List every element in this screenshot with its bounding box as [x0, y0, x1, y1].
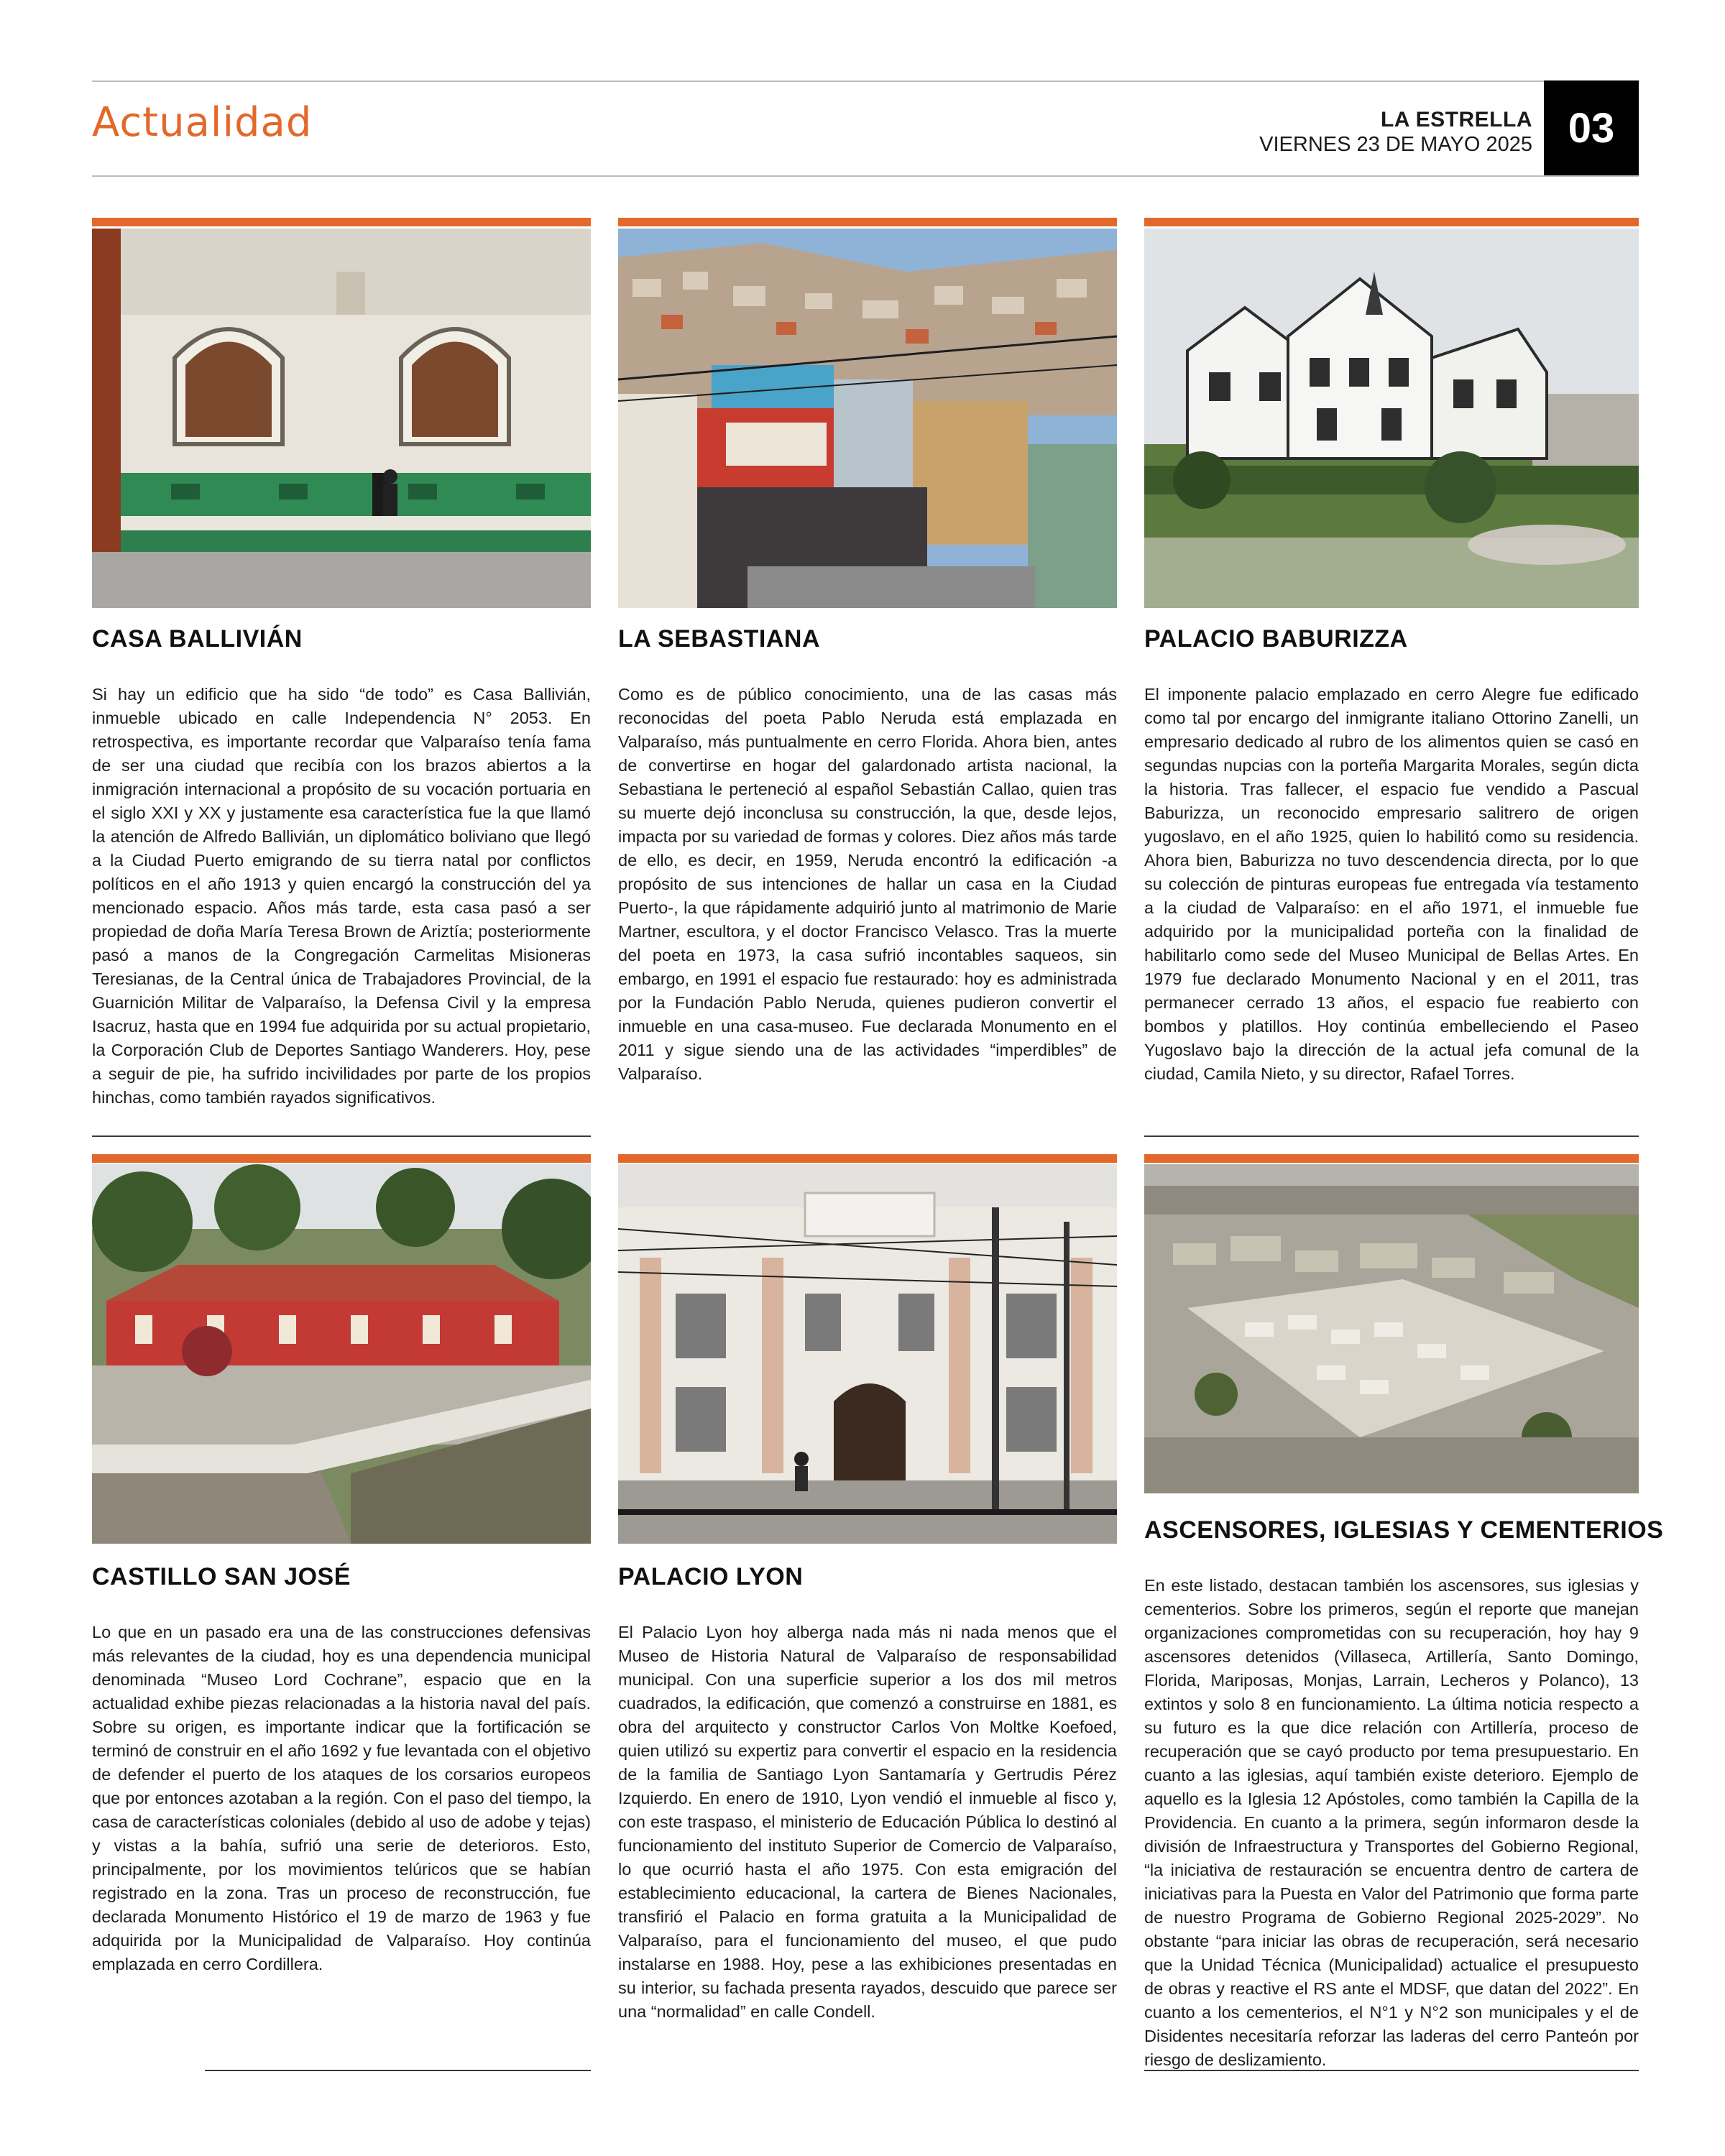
article-accent-bar — [618, 218, 1117, 226]
article-body: En este listado, destacan también los ascensores, sus iglesias y cementerios. Sobre los primeros, según el reporte que manejan organizaciones comprometidas con su recuperación, hoy hay 9 ascensores detenidos (Villaseca, Artillería, Santo Domingo, Florida, Mariposas, Monjas, Larrain, Lecheros y Polanco), 13 extintos y solo 8 en funcionamiento. La última noticia respecto a su futuro es la que dice relación con Artillería, proceso de recuperación que se cayó producto por tema presupuestario. En cuanto a las iglesias, aquí también existe deterioro. Ejemplo de aquello es la Iglesia 12 Apóstoles, como también la Capilla de la Providencia. En cuanto a la primera, según informaron desde la división de Infraestructura y Transportes del Gobierno Regional, “la iniciativa de restauración se encuentra dentro de cartera de iniciativas para la Puesta en Valor del Patrimonio que forma parte de nuestro Programa de Gobierno Regional 2025-2029”. No obstante “para iniciar las obras de recuperación, será necesario que la Unidad Técnica (Municipalidad) actualice el presupuesto de obras y reactive el RS ante el MDSF, que datan del 2022”. En cuanto a los cementerios, el N°1 y N°2 son municipales y el de Disidentes necesitaría reforzar las laderas del cerro Panteón por riesgo de deslizamiento. — [1144, 1576, 1639, 2069]
article-bottom-rule — [1144, 2070, 1639, 2071]
publication-name: LA ESTRELLA — [1380, 108, 1532, 132]
article-bottom-rule — [1144, 1135, 1639, 1137]
article-title: PALACIO BABURIZZA — [1144, 625, 1408, 653]
article-body: El Palacio Lyon hoy alberga nada más ni nada menos que el Museo de Historia Natural de Valparaíso de responsabilidad municipal. Con una superficie superior a los dos mil metros cuadrados, la edificación, que comenzó a construirse en 1881, es obra del arquitecto y constructor Carlos Von Moltke Koefoed, quien utilizó su expertiz para convertir el espacio en la residencia de la familia de Santiago Lyon Santamaría y Gertrudis Pérez Izquierdo. En enero de 1910, Lyon vendió el inmueble al fisco y, con este traspaso, el ministerio de Educación Pública lo destinó al funcionamiento del instituto Superior de Comercio de Valparaíso, lo que ocurrió hasta el año 1975. Con esta emigración del establecimiento educacional, la cartera de Bienes Nacionales, transfirió el Palacio en forma gratuita a la Municipalidad de Valparaíso, para el funcionamiento del museo, el que pudo instalarse en 1988. Hoy, pese a las exhibiciones presentadas en su interior, su fachada presenta rayados, descuido que parece ser una “normalidad” en calle Condell. — [618, 1623, 1117, 2021]
photo-castillo-san-jose — [92, 1164, 591, 1544]
article-accent-bar — [92, 218, 591, 226]
photo-palacio-baburizza — [1144, 229, 1639, 608]
masthead — [1259, 108, 1532, 157]
article-body: El imponente palacio emplazado en cerro Alegre fue edificado como tal por encargo del inmigrante italiano Ottorino Zanelli, un empresario dedicado al rubro de los alimentos quien se casó en segundas nupcias con la porteña Margarita Morales, según dicta la historia. Tras fallecer, el espacio fue vendido a Pascual Baburizza, un reconocido empresario salitrero de origen yugoslavo, en el año 1925, quien lo habilitó como su residencia. Ahora bien, Baburizza no tuvo descendencia directa, por lo que su colección de pinturas europeas fue entregada vía testamento a la ciudad de Valparaíso: en el año 1971, el inmueble fue adquirido por la municipalidad porteña con la finalidad de habilitarlo como sede del Museo Municipal de Bellas Artes. En 1979 fue declarado Monumento Nacional y en el 2011, tras permanecer cerrado 13 años, el espacio fue reabierto con bombos y platillos. Hoy continúa embelleciendo el Paseo Yugoslavo bajo la dirección de la actual jefa comunal de la ciudad, Camila Nieto, y su director, Rafael Torres. — [1144, 685, 1639, 1083]
article-body: Lo que en un pasado era una de las construcciones defensivas más relevantes de la ciudad, hoy es una dependencia municipal denominada “Museo Lord Cochrane”, espacio que en la actualidad exhibe piezas relacionadas a la historia naval del país. Sobre su origen, es importante indicar que la fortificación se terminó de construir en el año 1692 y fue levantada con el objetivo de defender el puerto de los ataques de los corsarios europeos que por entonces azotaban a la región. Con el paso del tiempo, la casa de características coloniales (debido al uso de adobe y tejas) y vistas a la bahía, sufrió una serie de deterioros. Esto, principalmente, por los movimientos telúricos que se habían registrado en la zona. Tras un proceso de reconstrucción, fue declarada Monumento Histórico el 19 de marzo de 1963 y fue adquirida por la Municipalidad de Valparaíso. Hoy continúa emplazada en cerro Cordillera. — [92, 1623, 591, 1973]
article-accent-bar — [1144, 1154, 1639, 1163]
article-title: LA SEBASTIANA — [618, 625, 821, 653]
photo-la-sebastiana — [618, 229, 1117, 608]
article-body: Como es de público conocimiento, una de las casas más reconocidas del poeta Pablo Neruda está emplazada en Valparaíso, más puntualmente en cerro Florida. Ahora bien, antes de convertirse en hogar del galardonado artista nacional, la Sebastiana le perteneció al español Sebastián Callao, quien tras su muerte dejó inconclusa su construcción, la que, desde lejos, impacta por su variedad de formas y colores. Diez años más tarde de ello, es decir, en 1959, Neruda encontró la edificación -a propósito de sus intenciones de hallar un casa en la Ciudad Puerto-, la que rápidamente adquirió junto al matrimonio de Marie Martner, escultora, y el doctor Francisco Velasco. Tras la muerte del poeta en 1973, la casa sufrió incontables saqueos, sin embargo, en 1991 el espacio fue restaurado: hoy es administrada por la Fundación Pablo Neruda, quienes pudieron convertir el inmueble en una casa-museo. Fue declarada Monumento en el 2011 y sigue siendo una de las actividades “imperdibles” de Valparaíso. — [618, 685, 1117, 1083]
article-title: ASCENSORES, IGLESIAS Y CEMENTERIOS — [1144, 1516, 1664, 1544]
header-top-rule — [92, 80, 1639, 82]
article-body: Si hay un edificio que ha sido “de todo” es Casa Ballivián, inmueble ubicado en calle Independencia N° 2053. En retrospectiva, es importante recordar que Valparaíso tenía fama de ser una ciudad que recibía con los brazos abiertos a la inmigración internacional a propósito de su vocación portuaria en el siglo XXI y XX y justamente esa característica fue la que llamó la atención de Alfredo Ballivián, un diplomático boliviano que llegó a la Ciudad Puerto emigrando de su tierra natal por conflictos políticos en el año 1913 y quien encargó la construcción del ya mencionado espacio. Años más tarde, esta casa pasó a ser propiedad de doña María Teresa Brown de Ariztía; posteriormente pasó a manos de la Congregación Carmelitas Misioneras Teresianas, de la Central única de Trabajadores Provincial, de la Guarnición Militar de Valparaíso, la Defensa Civil y la empresa Isacruz, hasta que en 1994 fue adquirida por su actual propietario, la Corporación Club de Deportes Santiago Wanderers. Hoy, pese a seguir de pie, ha sufrido incivilidades por parte de los propios hinchas, como también rayados significativos. — [92, 685, 591, 1107]
section-title: Actualidad — [92, 99, 313, 146]
article-bottom-rule — [205, 2070, 591, 2071]
photo-palacio-lyon — [618, 1164, 1117, 1544]
header-bottom-rule — [92, 175, 1639, 177]
article-bottom-rule — [92, 1135, 591, 1137]
article-title: CASA BALLIVIÁN — [92, 625, 303, 653]
article-title: PALACIO LYON — [618, 1563, 804, 1590]
publication-date: VIERNES 23 DE MAYO 2025 — [1259, 133, 1532, 156]
article-title: CASTILLO SAN JOSÉ — [92, 1563, 351, 1590]
article-accent-bar — [618, 1154, 1117, 1163]
photo-ascensores-iglesias-cementerios — [1144, 1164, 1639, 1493]
photo-casa-ballivian — [92, 229, 591, 608]
article-accent-bar — [1144, 218, 1639, 226]
page-number: 03 — [1544, 80, 1639, 175]
article-accent-bar — [92, 1154, 591, 1163]
